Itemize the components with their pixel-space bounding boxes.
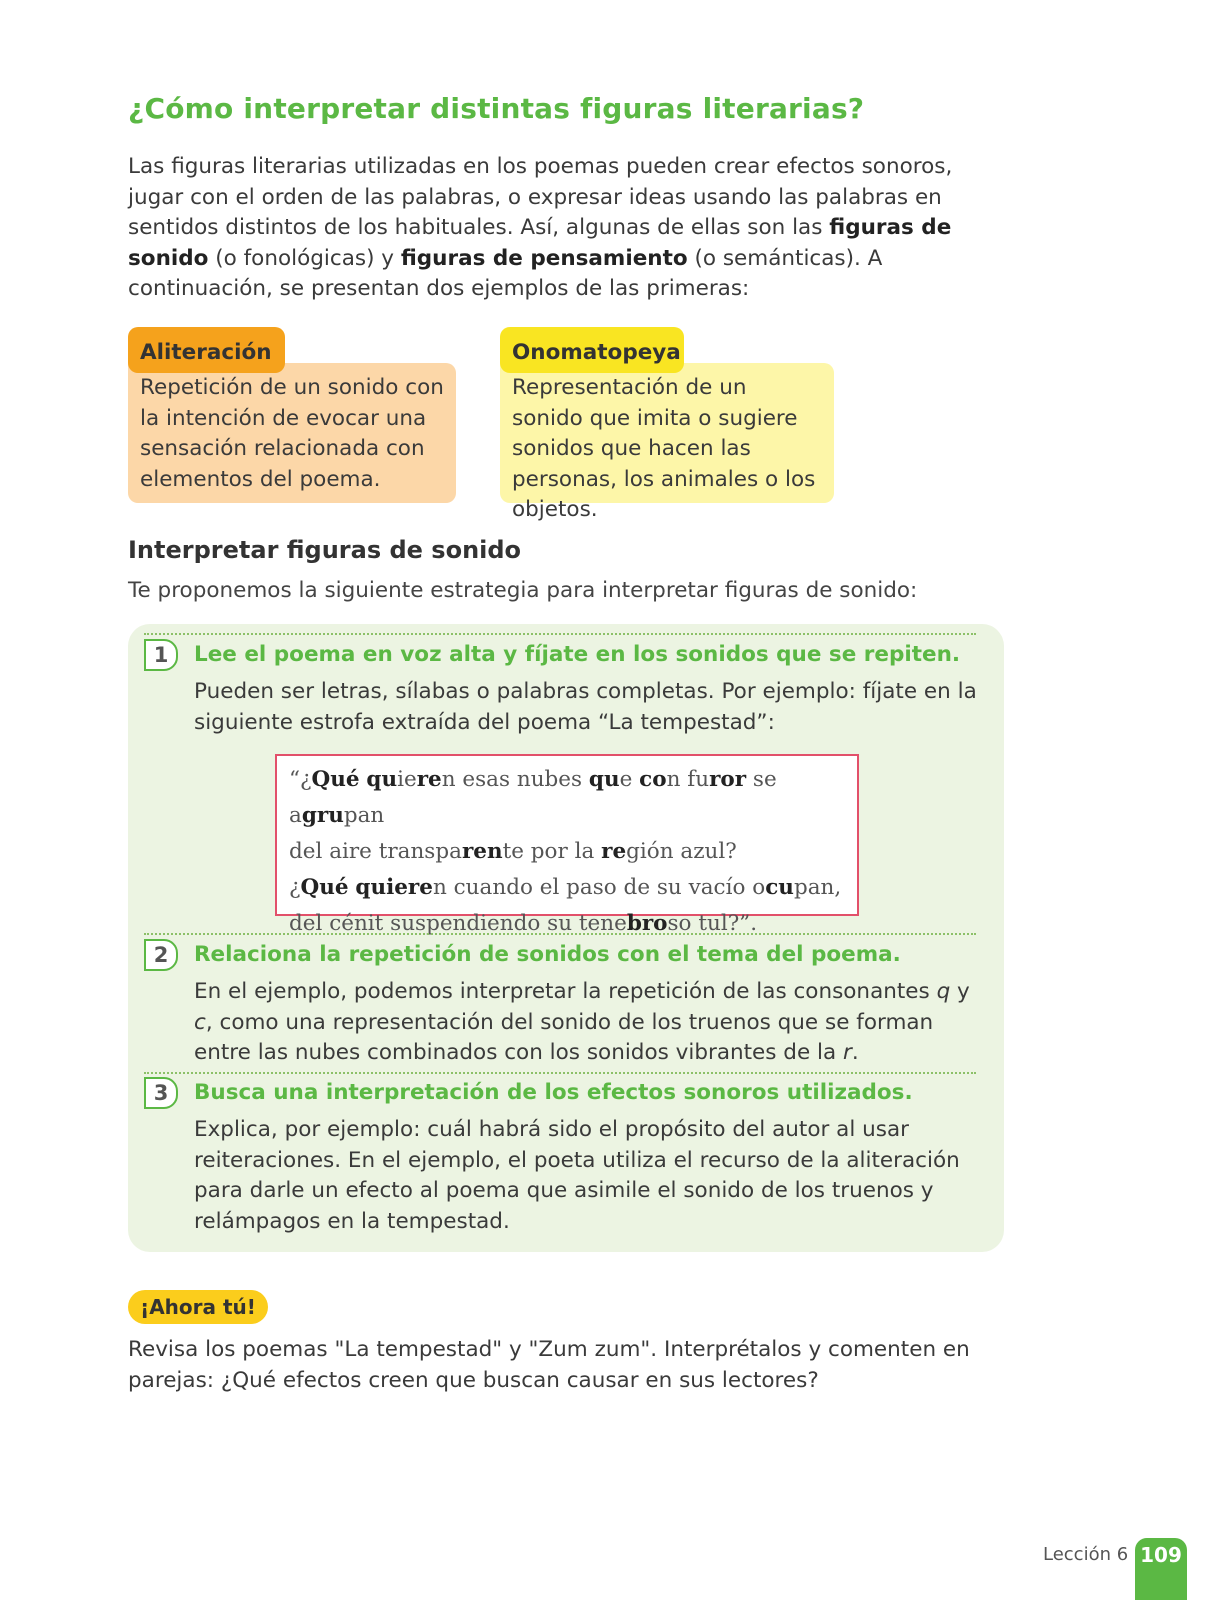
step-2-text xyxy=(194,977,994,1069)
onomatopeya-definition: Representación de un sonido que imita o sugiere sonidos que hacen las personas, los animales o los objetos. xyxy=(500,363,834,503)
section-title: Interpretar figuras de sonido xyxy=(128,536,522,564)
poem-text: e xyxy=(619,767,640,792)
poem-text: so tul?”. xyxy=(667,911,758,936)
step-divider xyxy=(144,633,976,635)
step-3-text: Explica, por ejemplo: cuál habrá sido el propósito del autor al usar reiteraciones. En el ejemplo, el poeta utiliza el recurso de la aliteración para darle un efecto al poema que asimile el sonido de los truenos y relámpagos en la tempestad. xyxy=(194,1117,960,1234)
poem-text: se a xyxy=(289,767,777,828)
poem-excerpt xyxy=(275,754,859,936)
poem-highlight: Qué xyxy=(300,875,349,900)
poem-highlight: co xyxy=(639,767,667,792)
intro-text-2: (o fonológicas) y xyxy=(208,245,401,271)
step-divider xyxy=(144,1072,976,1074)
poem-highlight: ror xyxy=(709,767,747,792)
poem-text: pan xyxy=(343,803,385,828)
poem-text: pan, xyxy=(793,875,842,900)
poem-text: ie xyxy=(397,767,417,792)
poem-text: n fu xyxy=(666,767,710,792)
poem-text: n esas nubes xyxy=(441,767,589,792)
poem-text: n cuando el paso de su vacío o xyxy=(432,875,766,900)
poem-highlight: qu xyxy=(588,767,620,792)
onomatopeya-label: Onomatopeya xyxy=(500,327,684,373)
page-title: ¿Cómo interpretar distintas figuras literarias? xyxy=(128,92,865,125)
poem-highlight: ren xyxy=(461,839,503,864)
poem-highlight: re xyxy=(601,839,627,864)
lesson-label: Lección 6 xyxy=(1043,1544,1129,1565)
step-2-text-d: . xyxy=(851,1040,859,1065)
intro-paragraph xyxy=(128,152,1008,305)
poem-highlight: Qué xyxy=(311,767,360,792)
step-2-number: 2 xyxy=(144,939,178,971)
intro-bold-thought-figures: figuras de pensamiento xyxy=(400,245,688,271)
aliteracion-label: Aliteración xyxy=(128,327,285,373)
page-number: 109 xyxy=(1135,1538,1187,1600)
step-2-title: Relaciona la repetición de sonidos con el tema del poema. xyxy=(194,942,901,967)
poem-line xyxy=(289,870,845,906)
poem-text: gión azul? xyxy=(626,839,737,864)
step-1-text: Pueden ser letras, sílabas o palabras completas. Por ejemplo: fíjate en la siguiente estrofa extraída del poema “La tempestad”: xyxy=(194,679,977,735)
intro-bold-sound-figures: figuras de sonido xyxy=(128,215,952,271)
poem-highlight: quiere xyxy=(355,875,433,900)
poem-line xyxy=(289,834,845,870)
poem-highlight: qu xyxy=(366,767,398,792)
poem-line xyxy=(289,762,845,834)
poem-text: del aire transpa xyxy=(289,839,462,864)
poem-text: ¿ xyxy=(289,875,301,900)
step-3-number: 3 xyxy=(144,1077,178,1109)
letter-c: c xyxy=(194,1009,206,1035)
section-description: Te proponemos la siguiente estrategia para interpretar figuras de sonido: xyxy=(128,578,918,603)
poem-text: te por la xyxy=(502,839,602,864)
poem-highlight: bro xyxy=(626,911,668,936)
poem-highlight: re xyxy=(416,767,442,792)
intro-text-1: Las figuras literarias utilizadas en los poemas pueden crear efectos sonoros, jugar con el orden de las palabras, o expresar ideas usando las palabras en sentidos distintos de los habituales. Así, algunas de ellas son las xyxy=(128,154,953,240)
step-2-text-b: y xyxy=(950,979,970,1004)
ahora-tu-badge: ¡Ahora tú! xyxy=(128,1290,268,1324)
poem-line xyxy=(289,906,845,942)
aliteracion-definition: Repetición de un sonido con la intención de evocar una sensación relacionada con elementos del poema. xyxy=(128,363,456,503)
step-2-text-c: , como una representación del sonido de los truenos que se forman entre las nubes combinados con los sonidos vibrantes de la xyxy=(194,1009,934,1065)
poem-highlight: cu xyxy=(765,875,794,900)
poem-highlight: gru xyxy=(301,803,344,828)
letter-r: r xyxy=(843,1040,852,1065)
step-divider xyxy=(144,933,976,935)
step-2-text-a: En el ejemplo, podemos interpretar la repetición de las consonantes xyxy=(194,979,937,1004)
poem-text: del cénit suspendiendo su tene xyxy=(289,911,627,936)
step-3-title: Busca una interpretación de los efectos sonoros utilizados. xyxy=(194,1080,913,1105)
intro-text-3: (o semánticas). A continuación, se presentan dos ejemplos de las primeras: xyxy=(128,245,883,301)
step-1-title: Lee el poema en voz alta y fíjate en los sonidos que se repiten. xyxy=(194,642,961,667)
letter-q: q xyxy=(936,979,951,1004)
step-1-number: 1 xyxy=(144,639,178,671)
poem-text: “¿ xyxy=(289,767,312,792)
activity-text: Revisa los poemas "La tempestad" y "Zum zum". Interprétalos y comenten en parejas: ¿Qué efectos creen que buscan causar en sus lectores? xyxy=(128,1337,970,1393)
